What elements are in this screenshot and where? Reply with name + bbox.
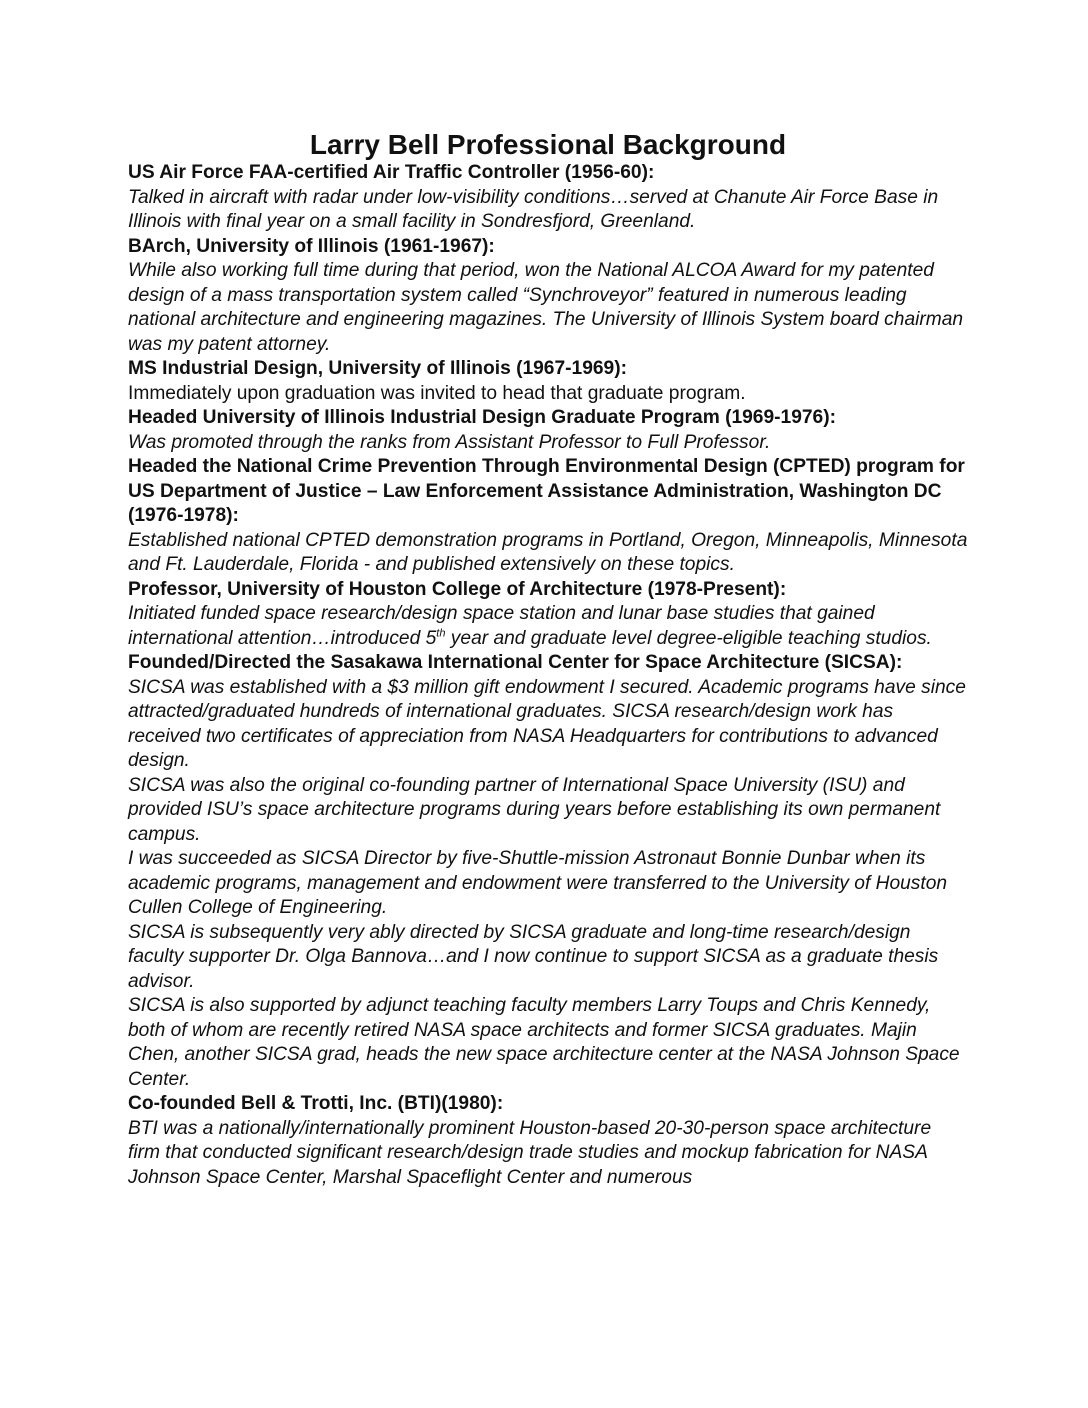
section-text-sicsa-1: SICSA was established with a $3 million gift endowment I secured. Academic programs have since attracted/graduated hundreds of international graduates. SICSA research/design work has received two certificates of appreciation from NASA Headquarters for contributions to advanced design.: [128, 676, 966, 771]
section-heading-air-force: US Air Force FAA-certified Air Traffic Controller (1956-60):: [128, 162, 655, 183]
section-text-cpted: Established national CPTED demonstration programs in Portland, Oregon, Minneapolis, Minnesota and Ft. Lauderdale, Florida - and published extensively on these topics.: [128, 529, 968, 575]
section-heading-sicsa: Founded/Directed the Sasakawa International Center for Space Architecture (SICSA):: [128, 652, 903, 673]
section-text-sicsa-5: SICSA is also supported by adjunct teaching faculty members Larry Toups and Chris Kennedy, both of whom are recently retired NASA space architects and former SICSA graduates. Majin Chen, another SICSA grad, heads the new space architecture center at the NASA Johnson Space Center.: [128, 995, 960, 1090]
section-heading-illinois-program: Headed University of Illinois Industrial Design Graduate Program (1969-1976):: [128, 407, 837, 428]
section-text-sicsa-4: SICSA is subsequently very ably directed by SICSA graduate and long-time research/design faculty supporter Dr. Olga Bannova…and I now continue to support SICSA as a graduate thesis advisor.: [128, 921, 939, 992]
section-heading-cpted: Headed the National Crime Prevention Through Environmental Design (CPTED) program for US Department of Justice – Law Enforcement Assistance Administration, Washington DC (1976-1978):: [128, 456, 965, 526]
section-text-houston-professor-part1: Initiated funded space research/design space station and lunar base studies that gained international attention…introduced 5: [128, 603, 875, 649]
section-text-houston-professor: [128, 602, 968, 651]
section-text-air-force: Talked in aircraft with radar under low-visibility conditions…served at Chanute Air Force Base in Illinois with final year on a small facility in Sondresfjord, Greenland.: [128, 186, 939, 232]
section-text-houston-professor-part2: year and graduate level degree-eligible teaching studios.: [445, 627, 932, 649]
section-heading-barch: BArch, University of Illinois (1961-1967):: [128, 235, 495, 257]
ordinal-suffix: th: [436, 627, 446, 640]
page-title: Larry Bell Professional Background: [309, 129, 787, 160]
section-heading-ms-industrial-design: MS Industrial Design, University of Illinois (1967-1969):: [128, 358, 628, 379]
section-heading-houston-professor: Professor, University of Houston College of Architecture (1978-Present):: [128, 578, 787, 600]
section-text-bti: BTI was a nationally/internationally prominent Houston-based 20-30-person space architecture firm that conducted significant research/design trade studies and mockup fabrication for NASA Johnson Space Center, Marshal Spaceflight Center and numerous: [128, 1117, 932, 1188]
section-text-sicsa-2: SICSA was also the original co-founding partner of International Space University (ISU) and provided ISU’s space architecture programs during years before establishing its own permanent campus.: [128, 774, 941, 845]
section-text-illinois-program: Was promoted through the ranks from Assistant Professor to Full Professor.: [128, 431, 771, 453]
document-page: [128, 128, 968, 1190]
section-heading-bti: Co-founded Bell & Trotti, Inc. (BTI)(1980):: [128, 1093, 504, 1114]
section-text-sicsa-3: I was succeeded as SICSA Director by five-Shuttle-mission Astronaut Bonnie Dunbar when its academic programs, management and endowment were transferred to the University of Houston Cullen College of Engineering.: [128, 848, 948, 918]
section-text-ms-industrial-design: Immediately upon graduation was invited to head that graduate program.: [128, 382, 746, 404]
section-text-barch: While also working full time during that period, won the National ALCOA Award for my patented design of a mass transportation system called “Synchroveyor” featured in numerous leading national architecture and engineering magazines. The University of Illinois System board chairman was my patent attorney.: [128, 260, 964, 355]
